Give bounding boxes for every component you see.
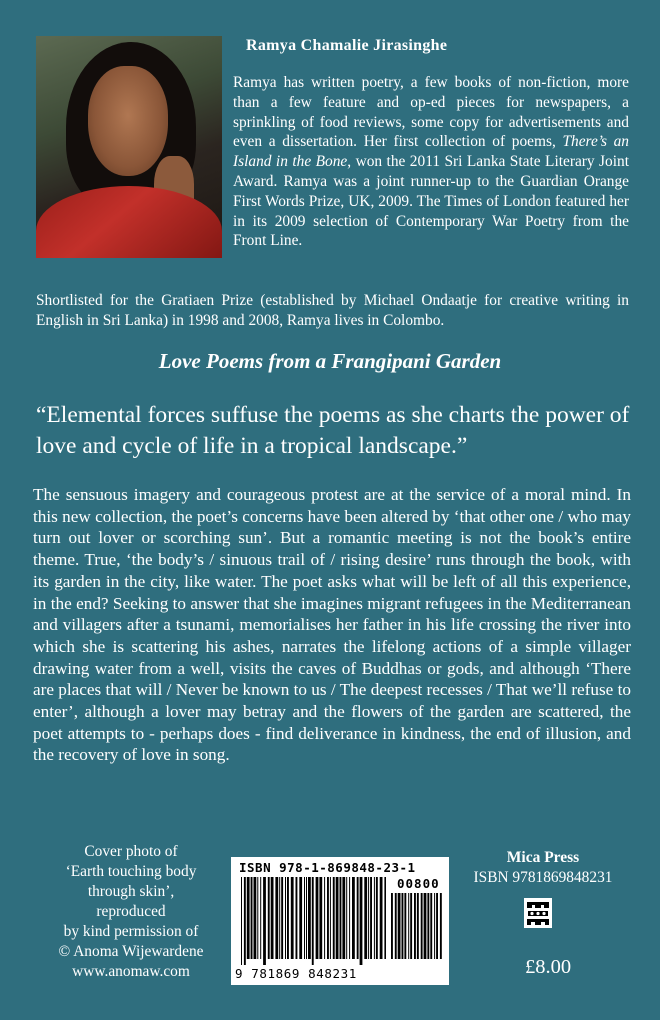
barcode-bar bbox=[327, 877, 329, 959]
barcode-bar bbox=[260, 877, 261, 959]
barcode-bar bbox=[424, 893, 427, 959]
barcode-bar bbox=[346, 877, 347, 959]
barcode-bar bbox=[360, 877, 363, 965]
barcode-bar bbox=[395, 893, 397, 959]
barcode-bar bbox=[336, 877, 339, 959]
barcode-bar bbox=[342, 877, 345, 959]
credit-line: ‘Earth touching body bbox=[65, 863, 197, 880]
book-description: The sensuous imagery and courageous protest are at the service of a moral mind. In this new collection, the poet’s concerns have been altered by ‘that other one / who may turn out lover or scorching sun’. But a romantic meeting is not the book’s entire theme. True, ‘the body’s / sinuous trail of / rising desire’ runs through the book, with its garden in the city, like water. The poet asks what will be left of all this experience, in the end? Seeking to answer that she imagines migrant refugees in the Mediterranean and villagers after a tsunami, memorialises her father in his life crossing the river into which she is scattering his ashes, narrates the lifelong actions of a simple villager drawing water from a well, visits the caves of Buddhas or gods, and although ‘There are places that will / Never be known to us / The deepest recesses / That we’ll refuse to enter’, although a lover may betray and the flowers of the garden are scattered, the poet attempts to - perhaps does - find deliverance in kindness, the end of illusion, and the recovery of love in song. bbox=[33, 485, 631, 765]
barcode-bar bbox=[312, 877, 314, 965]
credit-line: www.anomaw.com bbox=[72, 963, 190, 980]
barcode-bar bbox=[285, 877, 286, 959]
cover-photo-credit bbox=[36, 842, 226, 982]
barcode-bar bbox=[352, 877, 355, 959]
author-bio-top bbox=[233, 73, 629, 251]
barcode-bar bbox=[271, 877, 274, 959]
barcode-bar bbox=[316, 877, 319, 959]
credit-line: through skin’, bbox=[87, 883, 175, 900]
barcode-bar bbox=[410, 893, 412, 959]
publisher-info bbox=[458, 848, 628, 888]
barcode-bar bbox=[368, 877, 369, 959]
barcode-bar bbox=[434, 893, 435, 959]
barcode-bar bbox=[340, 877, 342, 959]
credit-line: reproduced bbox=[96, 903, 166, 920]
bio-text-2: , won the 2011 Sri Lanka State Literary Joint Award. Ramya was a joint runner-up to the Guardian Orange First Words Prize, UK, 2009. The Times of London featured her in its 2009 selection of Contemporary War Poetry from the Front Line. bbox=[233, 153, 629, 250]
barcode-bar bbox=[417, 893, 419, 959]
credit-line: by kind permission of bbox=[63, 923, 199, 940]
barcode-bar bbox=[330, 877, 331, 959]
barcode-addon-bars bbox=[391, 893, 443, 965]
barcode-bar bbox=[287, 877, 289, 959]
barcode-bar bbox=[268, 877, 270, 959]
barcode-bar bbox=[275, 877, 278, 959]
bio-book-title: There’s an Island in the Bone bbox=[233, 133, 629, 171]
barcode-bar bbox=[421, 893, 423, 959]
barcode-bar bbox=[427, 893, 429, 959]
review-quote: “Elemental forces suffuse the poems as she charts the power of love and cycle of life in a tropical landscape.” bbox=[36, 402, 630, 459]
barcode-isbn-text: ISBN 978-1-869848-23-1 bbox=[239, 860, 416, 875]
bio-text-1: Ramya has written poetry, a few books of non-fiction, more than a few feature and op-ed pieces for newspapers, a sprinkling of food reviews, some copy for advertisements and even a dissertation. Her first collection of poems, bbox=[233, 74, 629, 151]
barcode-bar bbox=[299, 877, 302, 959]
credit-line: Cover photo of bbox=[84, 843, 178, 860]
barcode-bar bbox=[374, 877, 375, 959]
barcode-bar bbox=[364, 877, 367, 959]
barcode-bar bbox=[391, 893, 393, 959]
author-photo bbox=[36, 36, 222, 258]
barcode-bar bbox=[319, 877, 322, 959]
price: £8.00 bbox=[524, 956, 572, 978]
barcode-bar bbox=[414, 893, 416, 959]
barcode-bar bbox=[440, 893, 442, 959]
barcode-bar bbox=[380, 877, 383, 959]
barcode-bars bbox=[241, 877, 386, 965]
barcode-bar bbox=[257, 877, 258, 959]
publisher-isbn: ISBN 9781869848231 bbox=[473, 869, 613, 886]
barcode-bar bbox=[436, 893, 438, 959]
author-name: Ramya Chamalie Jirasinghe bbox=[246, 37, 448, 54]
barcode-bar bbox=[281, 877, 283, 959]
barcode-bar bbox=[251, 877, 253, 959]
barcode-bar bbox=[384, 877, 386, 959]
barcode-bar bbox=[376, 877, 378, 959]
barcode-bar bbox=[263, 877, 266, 965]
book-title: Love Poems from a Frangipani Garden bbox=[158, 349, 502, 373]
barcode-bar bbox=[357, 877, 359, 959]
barcode-bar bbox=[296, 877, 298, 959]
isbn-barcode bbox=[231, 857, 449, 985]
barcode-bar bbox=[244, 877, 246, 965]
mica-press-logo-icon bbox=[524, 898, 552, 928]
barcode-bar bbox=[333, 877, 335, 959]
barcode-bar bbox=[398, 893, 401, 959]
barcode-bar bbox=[241, 877, 242, 965]
barcode-bar bbox=[304, 877, 305, 959]
barcode-bar bbox=[349, 877, 350, 959]
barcode-ean-number: 9 781869 848231 bbox=[235, 966, 357, 981]
barcode-bar bbox=[408, 893, 409, 959]
barcode-bar bbox=[370, 877, 372, 959]
barcode-bar bbox=[254, 877, 257, 959]
barcode-bar bbox=[247, 877, 250, 959]
barcode-bar bbox=[308, 877, 311, 959]
barcode-bar bbox=[404, 893, 406, 959]
barcode-bar bbox=[306, 877, 307, 959]
barcode-addon-number: 00800 bbox=[397, 876, 440, 891]
barcode-bar bbox=[402, 893, 404, 959]
credit-line: © Anoma Wijewardene bbox=[58, 943, 204, 960]
barcode-bar bbox=[279, 877, 280, 959]
barcode-bar bbox=[291, 877, 294, 959]
publisher-name: Mica Press bbox=[506, 849, 580, 866]
author-bio-bottom: Shortlisted for the Gratiaen Prize (established by Michael Ondaatje for creative writing in English in Sri Lanka) in 1998 and 2008, Ramya lives in Colombo. bbox=[36, 292, 629, 329]
barcode-bar bbox=[430, 893, 432, 959]
barcode-bar bbox=[324, 877, 325, 959]
